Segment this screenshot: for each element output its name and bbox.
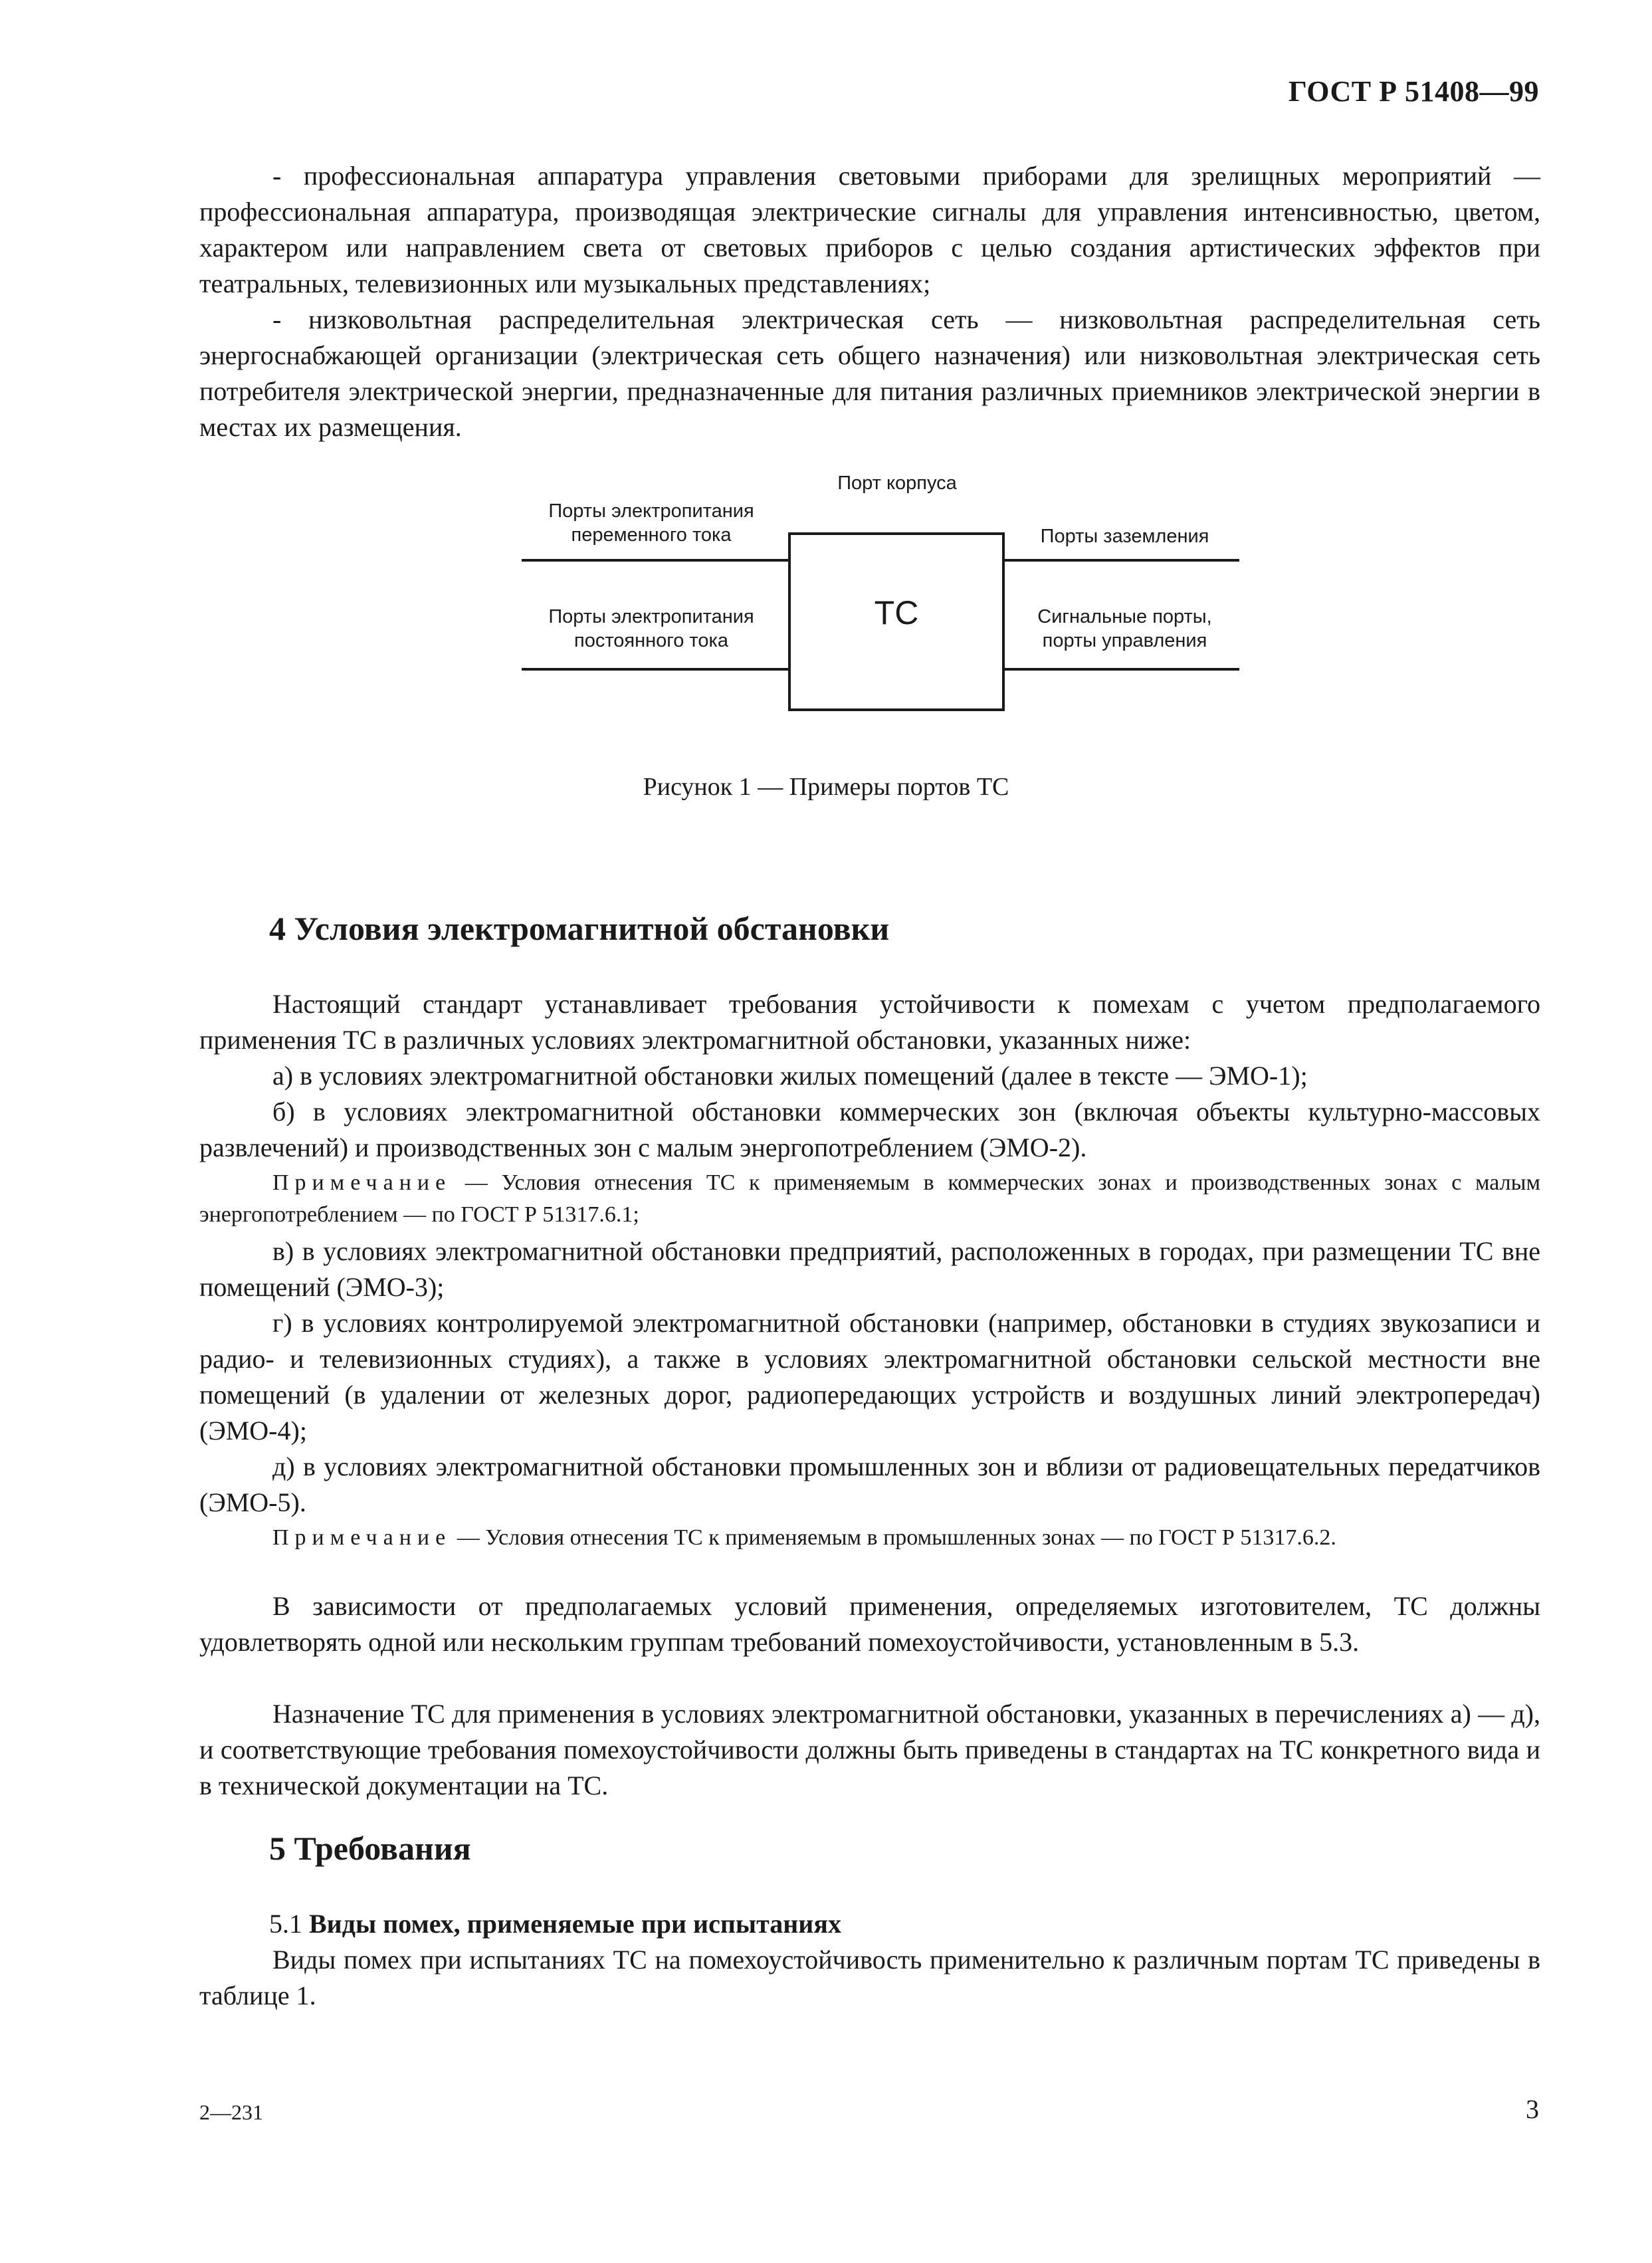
note-2	[199, 1522, 1540, 1554]
earth-port-label: Порты заземления	[1040, 526, 1209, 547]
note-1	[199, 1167, 1540, 1231]
subsection-5-1-text: Виды помех при испытаниях ТС на помехоустойчивость применительно к различным портам ТС приведены в таблице 1.	[199, 1945, 1540, 2010]
subsection-5-1-heading	[269, 1906, 841, 1942]
document-code-header: ГОСТ Р 51408—99	[1288, 75, 1539, 108]
dc-power-port-label: Порты электропитания постоянного тока	[548, 606, 754, 651]
print-code: 2—231	[199, 2100, 263, 2124]
list-item-g: г) в условиях контролируемой электромагнитной обстановки (например, обстановки в студиях звукозаписи и радио- и телевизионных студиях), а также в условиях электромагнитной обстановки сельской местности вне помещений (в удалении от железных дорог, радиопередающих устройств и воздушных линий электропередач) (ЭМО-4);	[199, 1308, 1540, 1446]
definition-low-voltage-network: - низковольтная распределительная электрическая сеть — низковольтная распределительная сеть энергоснабжающей организации (электрическая сеть общего назначения) или низковольтная электрическая сеть потребителя электрической энергии, предназначенные для питания различных приемников электрической энергии в местах их размещения.	[199, 304, 1540, 442]
note-1-text: — Условия отнесения ТС к применяемым в коммерческих зонах и производственных зонах с малым энергопотреблением — по ГОСТ Р 51317.6.1;	[199, 1170, 1540, 1227]
definition-lighting-control: - профессиональная аппаратура управления световыми приборами для зрелищных мероприятий — профессиональная аппаратура, производящая электрические сигналы для управления интенсивностью, цветом, характером или направлением света от световых приборов с целью создания артистических эффектов при театральных, телевизионных или музыкальных представлениях;	[199, 161, 1540, 298]
section-4-title: 4 Условия электромагнитной обстановки	[269, 910, 890, 947]
ac-power-port-label: Порты электропитания переменного тока	[548, 500, 754, 546]
page-number: 3	[1526, 2094, 1539, 2124]
note-1-label: Примечание	[272, 1170, 452, 1195]
equipment-label: ТС	[874, 594, 919, 631]
section-5-title: 5 Требования	[269, 1830, 471, 1867]
section-4-intro: Настоящий стандарт устанавливает требования устойчивости к помехам с учетом предполагаемого применения ТС в различных условиях электромагнитной обстановки, указанных ниже:	[199, 989, 1540, 1055]
note-2-label: Примечание	[272, 1525, 452, 1550]
paragraph-dependence: В зависимости от предполагаемых условий применения, определяемых изготовителем, ТС должны удовлетворять одной или нескольким группам требований помехоустойчивости, установленным в 5.3.	[199, 1591, 1540, 1657]
subsection-title: Виды помех, применяемые при испытаниях	[309, 1909, 841, 1939]
list-item-v: в) в условиях электромагнитной обстановки предприятий, расположенных в городах, при размещении ТС вне помещений (ЭМО-3);	[199, 1236, 1540, 1302]
subsection-number: 5.1	[269, 1909, 309, 1939]
enclosure-port-label: Порт корпуса	[837, 473, 957, 494]
list-item-a: а) в условиях электромагнитной обстановки жилых помещений (далее в тексте — ЭМО-1);	[272, 1061, 1308, 1091]
list-item-b: б) в условиях электромагнитной обстановки коммерческих зон (включая объекты культурно-массовых развлечений) и производственных зон с малым энергопотреблением (ЭМО-2).	[199, 1097, 1540, 1162]
paragraph-purpose: Назначение ТС для применения в условиях электромагнитной обстановки, указанных в перечислениях а) — д), и соответствующие требования помехоустойчивости должны быть приведены в стандартах на ТС конкретного вида и в технической документации на ТС.	[199, 1699, 1540, 1800]
list-item-d: д) в условиях электромагнитной обстановки промышленных зон и вблизи от радиовещательных передатчиков (ЭМО-5).	[199, 1452, 1540, 1517]
note-2-text: — Условия отнесения ТС к применяемым в промышленных зонах — по ГОСТ Р 51317.6.2.	[451, 1525, 1336, 1550]
figure-ports-diagram	[505, 462, 1256, 721]
signal-port-label: Сигнальные порты, порты управления	[1037, 606, 1212, 651]
figure-caption: Рисунок 1 — Примеры портов ТС	[643, 773, 1009, 801]
